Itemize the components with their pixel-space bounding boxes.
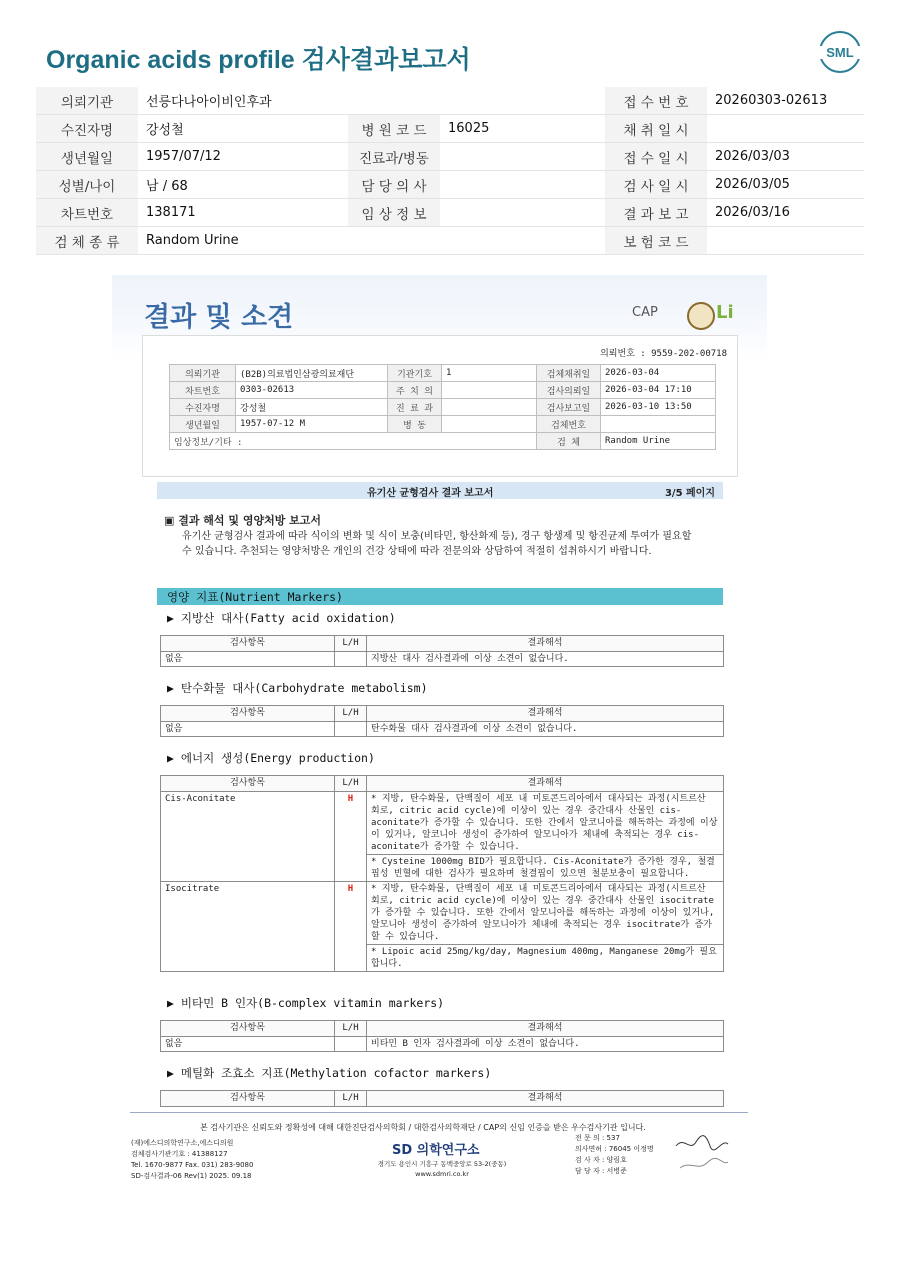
lab-info-label: 검체채취일 — [537, 365, 601, 382]
result-table — [160, 1090, 724, 1107]
info-label: 검 체 종 류 — [36, 227, 138, 255]
info-value: 2026/03/03 — [707, 143, 864, 171]
info-label: 성별/나이 — [36, 171, 138, 199]
result-text: * 지방, 탄수화물, 단백질이 세포 내 미토콘드리아에서 대사되는 과정(시트르산 회로, citric acid cycle)에 이상이 있는 경우 중간대사 산물인 cis-aconitate가 증가할 수 있습니다. 또한 간에서 알코니아를 해독하는 과정에 이상이 있거나, 알코니아 생성이 증가하여 알모니아가 체내에 축적되는 경우 cis-aconitate가 증가할 수 있습니다. — [367, 792, 724, 855]
info-row — [36, 227, 864, 255]
result-table — [160, 635, 724, 667]
result-item: Cis-Aconitate — [161, 792, 335, 882]
result-text: * Cysteine 1000mg BID가 필요합니다. Cis-Aconitate가 증가한 경우, 철결핍성 빈혈에 대한 검사가 필요하며 철결핍이 있으면 철분보충이 필요합니다. — [367, 855, 724, 882]
report-bar: 유기산 균형검사 결과 보고서 3/5 페이지 — [157, 482, 723, 499]
table-header-row — [161, 636, 724, 652]
col-interp: 결과해석 — [367, 1091, 724, 1107]
section-title: ▶ 지방산 대사(Fatty acid oxidation) — [167, 611, 396, 625]
section-title: ▶ 탄수화물 대사(Carbohydrate metabolism) — [167, 681, 428, 695]
info-label: 의뢰기관 — [36, 87, 138, 115]
info-value: 2026/03/05 — [707, 171, 864, 199]
col-item: 검사항목 — [161, 636, 335, 652]
table-row — [161, 792, 724, 855]
lab-info-value: 강성철 — [236, 399, 388, 416]
info-label — [348, 227, 440, 255]
lab-info-row — [170, 382, 716, 399]
info-label: 차트번호 — [36, 199, 138, 227]
info-label — [348, 87, 440, 115]
lab-info-label: 검체번호 — [537, 416, 601, 433]
info-value: 남 / 68 — [138, 171, 348, 199]
result-lh — [335, 1037, 367, 1052]
info-row — [36, 115, 864, 143]
svg-text:SML: SML — [826, 45, 854, 60]
info-value — [707, 115, 864, 143]
result-text: 탄수화물 대사 검사결과에 이상 소견이 없습니다. — [367, 722, 724, 737]
result-text: 지방산 대사 검사결과에 이상 소견이 없습니다. — [367, 652, 724, 667]
col-item: 검사항목 — [161, 776, 335, 792]
interp-title: ▣ 결과 해석 및 영양처방 보고서 — [164, 514, 322, 527]
sml-logo — [818, 30, 862, 74]
lab-info-box — [142, 335, 738, 477]
footer-signatories: 전 문 의 : 537 의사면허 : 76045 이정명 검 사 자 : 양림호 담 당 자 : 서병준 — [575, 1134, 654, 1175]
interp-text: 유기산 균형검사 결과에 따라 식이의 변화 및 식이 보충(비타민, 항산화제 등), 경구 항생제 및 항진균제 투여가 필요할 수 있습니다. 추천되는 영양처방은 개인의 건강 상태에 따라 전문의와 상담하여 적절히 섭취하시기 바랍니다. — [182, 531, 692, 557]
result-text: * Lipoic acid 25mg/kg/day, Magnesium 400mg, Manganese 20mg가 필요합니다. — [367, 945, 724, 972]
lab-info-value: 2026-03-10 13:50 — [601, 399, 716, 416]
info-label: 생년월일 — [36, 143, 138, 171]
info-label: 접 수 일 시 — [605, 143, 707, 171]
info-label: 수진자명 — [36, 115, 138, 143]
scan-title: 결과 및 소견 — [144, 302, 294, 333]
page-indicator: 3/5 페이지 — [664, 488, 715, 499]
result-text: * 지방, 탄수화물, 단백질이 세포 내 미토콘드리아에서 대사되는 과정(시트르산 회로, citric acid cycle)에 이상이 있는 경우 중간대사 산물인 isocitrate가 증가할 수 있습니다. 또한 간에서 알모니아를 해독하는 과정에 이상이 있거나, 알모니아 생성이 증가하여 알모니아가 체내에 축적되는 경우 isocitrate가 증가할 수 있습니다. — [367, 882, 724, 945]
info-value: 16025 — [440, 115, 605, 143]
info-label: 검 사 일 시 — [605, 171, 707, 199]
lab-info-value — [601, 416, 716, 433]
lab-info-label: 임상정보/기타 : — [170, 433, 537, 450]
info-label: 보 험 코 드 — [605, 227, 707, 255]
table-header-row — [161, 1091, 724, 1107]
result-table — [160, 1020, 724, 1052]
result-table — [160, 705, 724, 737]
col-item: 검사항목 — [161, 1021, 335, 1037]
col-interp: 결과해석 — [367, 1021, 724, 1037]
lab-info-value: 2026-03-04 — [601, 365, 716, 382]
info-value: 20260303-02613 — [707, 87, 864, 115]
lab-info-value: 2026-03-04 17:10 — [601, 382, 716, 399]
result-lh — [335, 652, 367, 667]
section-title: ▶ 비타민 B 인자(B-complex vitamin markers) — [167, 996, 445, 1010]
lab-info-value: 0303-02613 — [236, 382, 388, 399]
lab-info-label: 생년월일 — [170, 416, 236, 433]
footer-contact: (재)에스디의학연구소,에스디의원 검체검사기관기호 : 41388127 Tel. 1670-9877 Fax. 031) 283-9080 SD-검사결과-06 Rev(1) 2025. 09.18 — [131, 1139, 254, 1180]
table-row — [161, 882, 724, 945]
lab-info-row — [170, 399, 716, 416]
info-value — [707, 227, 864, 255]
table-row — [161, 722, 724, 737]
lab-info-label: 병 동 — [388, 416, 442, 433]
info-label: 담 당 의 사 — [348, 171, 440, 199]
info-value: Random Urine — [138, 227, 348, 255]
info-row — [36, 199, 864, 227]
lab-info-label: 검사보고일 — [537, 399, 601, 416]
result-lh: H — [335, 792, 367, 882]
footer-note: 본 검사기관은 신뢰도와 정확성에 대해 대한진단검사의학회 / 대한검사의학재단 / CAP의 신임 인증을 받은 우수검사기관 입니다. — [200, 1123, 646, 1132]
info-label: 접 수 번 호 — [605, 87, 707, 115]
report-title: Organic acids profile 검사결과보고서 — [46, 46, 471, 74]
scanned-report — [112, 275, 767, 1115]
col-lh: L/H — [335, 636, 367, 652]
col-interp: 결과해석 — [367, 636, 724, 652]
lab-info-table — [169, 364, 716, 450]
lab-info-value: 1 — [442, 365, 537, 382]
patient-info-table — [36, 87, 864, 255]
footer-divider — [130, 1112, 748, 1113]
info-value — [440, 87, 605, 115]
lab-info-row — [170, 416, 716, 433]
info-label: 결 과 보 고 — [605, 199, 707, 227]
info-label: 임 상 정 보 — [348, 199, 440, 227]
nutrient-markers-bar: 영양 지표(Nutrient Markers) — [157, 588, 723, 605]
col-lh: L/H — [335, 776, 367, 792]
info-value: 2026/03/16 — [707, 199, 864, 227]
result-lh: H — [335, 882, 367, 972]
lab-info-label: 검 체 — [537, 433, 601, 450]
lab-info-label: 의뢰기관 — [170, 365, 236, 382]
lab-info-row — [170, 365, 716, 382]
col-interp: 결과해석 — [367, 776, 724, 792]
info-value — [440, 227, 605, 255]
signature-icon — [672, 1132, 732, 1177]
info-value — [440, 143, 605, 171]
lab-info-value: (B2B)의료법인삼광의료재단 — [236, 365, 388, 382]
col-item: 검사항목 — [161, 706, 335, 722]
col-lh: L/H — [335, 706, 367, 722]
reference-number: 의뢰번호 : 9559-202-00718 — [600, 349, 727, 359]
info-value: 1957/07/12 — [138, 143, 348, 171]
lab-info-value — [442, 382, 537, 399]
certification-icon: Li — [716, 302, 734, 323]
table-header-row — [161, 776, 724, 792]
table-row — [161, 652, 724, 667]
sd-brand-logo: SD 의학연구소 — [392, 1143, 480, 1158]
lab-info-label: 검사의뢰일 — [537, 382, 601, 399]
lab-info-label: 주 치 의 — [388, 382, 442, 399]
info-value: 강성철 — [138, 115, 348, 143]
result-item: 없음 — [161, 1037, 335, 1052]
lab-info-row — [170, 433, 716, 450]
col-lh: L/H — [335, 1021, 367, 1037]
table-header-row — [161, 706, 724, 722]
result-lh — [335, 722, 367, 737]
info-row — [36, 87, 864, 115]
table-header-row — [161, 1021, 724, 1037]
result-text: 비타민 B 인자 검사결과에 이상 소견이 없습니다. — [367, 1037, 724, 1052]
info-label: 채 취 일 시 — [605, 115, 707, 143]
info-value — [440, 171, 605, 199]
footer-address: 경기도 용인시 기흥구 동백중앙로 53-2(중동) www.sdmri.co.kr — [377, 1160, 507, 1178]
col-item: 검사항목 — [161, 1091, 335, 1107]
info-row — [36, 171, 864, 199]
result-item: Isocitrate — [161, 882, 335, 972]
lab-info-value — [442, 399, 537, 416]
result-item: 없음 — [161, 652, 335, 667]
info-row — [36, 143, 864, 171]
lab-info-label: 차트번호 — [170, 382, 236, 399]
result-table — [160, 775, 724, 972]
col-lh: L/H — [335, 1091, 367, 1107]
info-label: 진료과/병동 — [348, 143, 440, 171]
lab-info-label: 기관기호 — [388, 365, 442, 382]
result-item: 없음 — [161, 722, 335, 737]
lab-info-value: 1957-07-12 M — [236, 416, 388, 433]
info-value: 선릉다나아이비인후과 — [138, 87, 348, 115]
lab-info-value — [442, 416, 537, 433]
info-value: 138171 — [138, 199, 348, 227]
table-row — [161, 1037, 724, 1052]
section-title: ▶ 메틸화 조효소 지표(Methylation cofactor markers) — [167, 1066, 492, 1080]
info-value — [440, 199, 605, 227]
lab-info-label: 수진자명 — [170, 399, 236, 416]
col-interp: 결과해석 — [367, 706, 724, 722]
lab-info-value: Random Urine — [601, 433, 716, 450]
lab-info-label: 진 료 과 — [388, 399, 442, 416]
seal-icon — [687, 302, 715, 330]
section-title: ▶ 에너지 생성(Energy production) — [167, 751, 375, 765]
info-label: 병 원 코 드 — [348, 115, 440, 143]
cap-logo: CAP — [632, 305, 658, 320]
